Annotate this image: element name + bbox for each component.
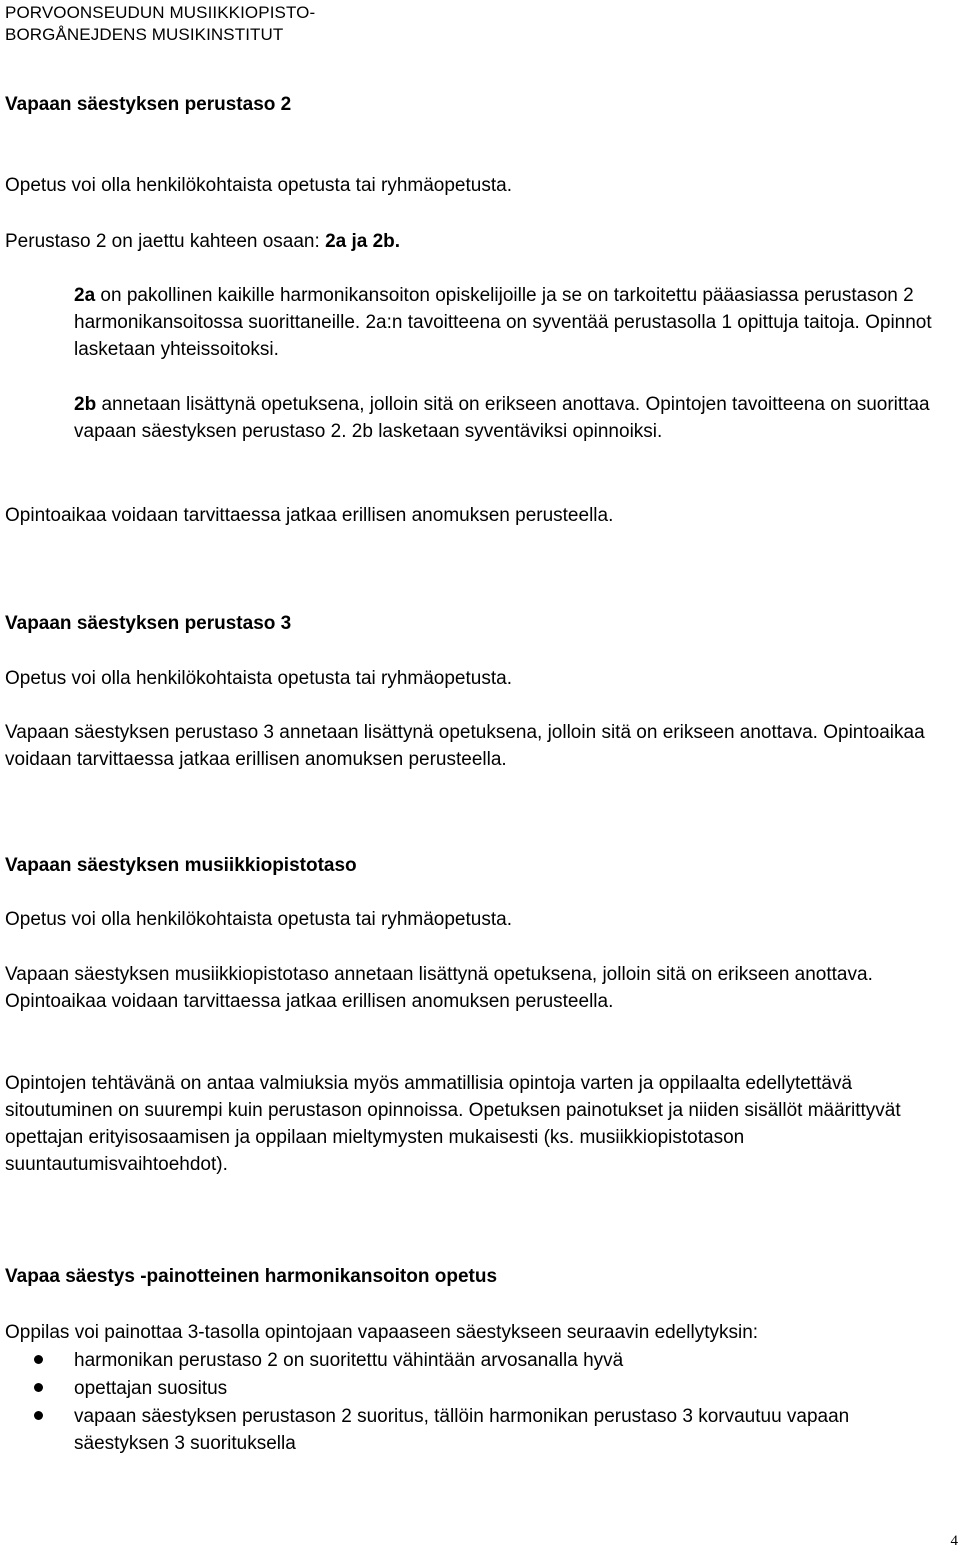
paragraph-tehtava: Opintojen tehtävänä on antaa valmiuksia myös ammatillisia opintoja varten ja oppilaalta edellytettävä sitoutuminen on suurempi kuin perustason opinnoissa. Opetuksen painotukset ja niiden sisällöt määrittyvät opettajan erityisosaamisen ja oppilaan mieltymysten mukaisesti (ks. musiikkiopistotason suuntautumisvaihtoehdot).	[5, 1073, 901, 1175]
list-item-text: harmonikan perustaso 2 on suoritettu vähintään arvosanalla hyvä	[74, 1350, 624, 1371]
list-item	[5, 1347, 905, 1374]
list-item-text: opettajan suositus	[74, 1378, 228, 1399]
paragraph-perustaso-3: Vapaan säestyksen perustaso 3 annetaan lisättynä opetuksena, jolloin sitä on erikseen anottava. Opintoaikaa voidaan tarvittaessa jatkaa erillisen anomuksen perusteella.	[5, 722, 925, 770]
paragraph-2a	[74, 282, 952, 363]
heading-painotteinen: Vapaa säestys -painotteinen harmonikansoiton opetus	[5, 1266, 498, 1287]
page-number: 4	[950, 1533, 958, 1549]
paragraph-jako-text: Perustaso 2 on jaettu kahteen osaan:	[5, 231, 326, 252]
paragraph-jako	[5, 228, 952, 255]
paragraph-opintoaika: Opintoaikaa voidaan tarvittaessa jatkaa erillisen anomuksen perusteella.	[5, 505, 614, 526]
paragraph-2b-bold: 2b	[74, 394, 97, 415]
paragraph-2b-text: annetaan lisättynä opetuksena, jolloin sitä on erikseen anottava. Opintojen tavoitteena on suorittaa vapaan säestyksen perustaso 2. 2b lasketaan syventäviksi opinnoiksi.	[74, 394, 930, 442]
paragraph-edellytykset: Oppilas voi painottaa 3-tasolla opintojaan vapaaseen säestykseen seuraavin edellytyksin:	[5, 1322, 759, 1343]
paragraph-opetus-3: Opetus voi olla henkilökohtaista opetusta tai ryhmäopetusta.	[5, 668, 512, 689]
paragraph-2b	[74, 391, 952, 445]
paragraph-opetus-mo: Opetus voi olla henkilökohtaista opetusta tai ryhmäopetusta.	[5, 909, 512, 930]
document-header	[5, 2, 315, 46]
paragraph-2a-text: on pakollinen kaikille harmonikansoiton opiskelijoille ja se on tarkoitettu pääasiassa perustason 2 harmonikansoitossa suorittaneille. 2a:n tavoitteena on syventää perustasolla 1 opittuja taitoja. Opinnot lasketaan yhteissoitoksi.	[74, 285, 932, 360]
list-item	[5, 1375, 905, 1402]
header-line-1: PORVOONSEUDUN MUSIIKKIOPISTO-	[5, 3, 316, 22]
paragraph-2a-bold: 2a	[74, 285, 96, 306]
list-item-text: vapaan säestyksen perustason 2 suoritus, tällöin harmonikan perustaso 3 korvautuu vapaan säestyksen 3 suorituksella	[74, 1406, 850, 1454]
heading-perustaso-3: Vapaan säestyksen perustaso 3	[5, 613, 292, 634]
list-item	[5, 1403, 905, 1457]
paragraph-musiikkiopistotaso: Vapaan säestyksen musiikkiopistotaso annetaan lisättynä opetuksena, jolloin sitä on erikseen anottava. Opintoaikaa voidaan tarvittaessa jatkaa erillisen anomuksen perusteella.	[5, 964, 873, 1012]
bullet-icon	[34, 1411, 43, 1420]
requirements-list	[5, 1347, 905, 1458]
paragraph-opetus: Opetus voi olla henkilökohtaista opetusta tai ryhmäopetusta.	[5, 175, 512, 196]
paragraph-jako-bold: 2a ja 2b.	[325, 231, 401, 252]
bullet-icon	[34, 1383, 43, 1392]
bullet-icon	[34, 1355, 43, 1364]
heading-musiikkiopistotaso: Vapaan säestyksen musiikkiopistotaso	[5, 855, 357, 876]
heading-perustaso-2: Vapaan säestyksen perustaso 2	[5, 94, 292, 115]
header-line-2: BORGÅNEJDENS MUSIKINSTITUT	[5, 25, 284, 44]
